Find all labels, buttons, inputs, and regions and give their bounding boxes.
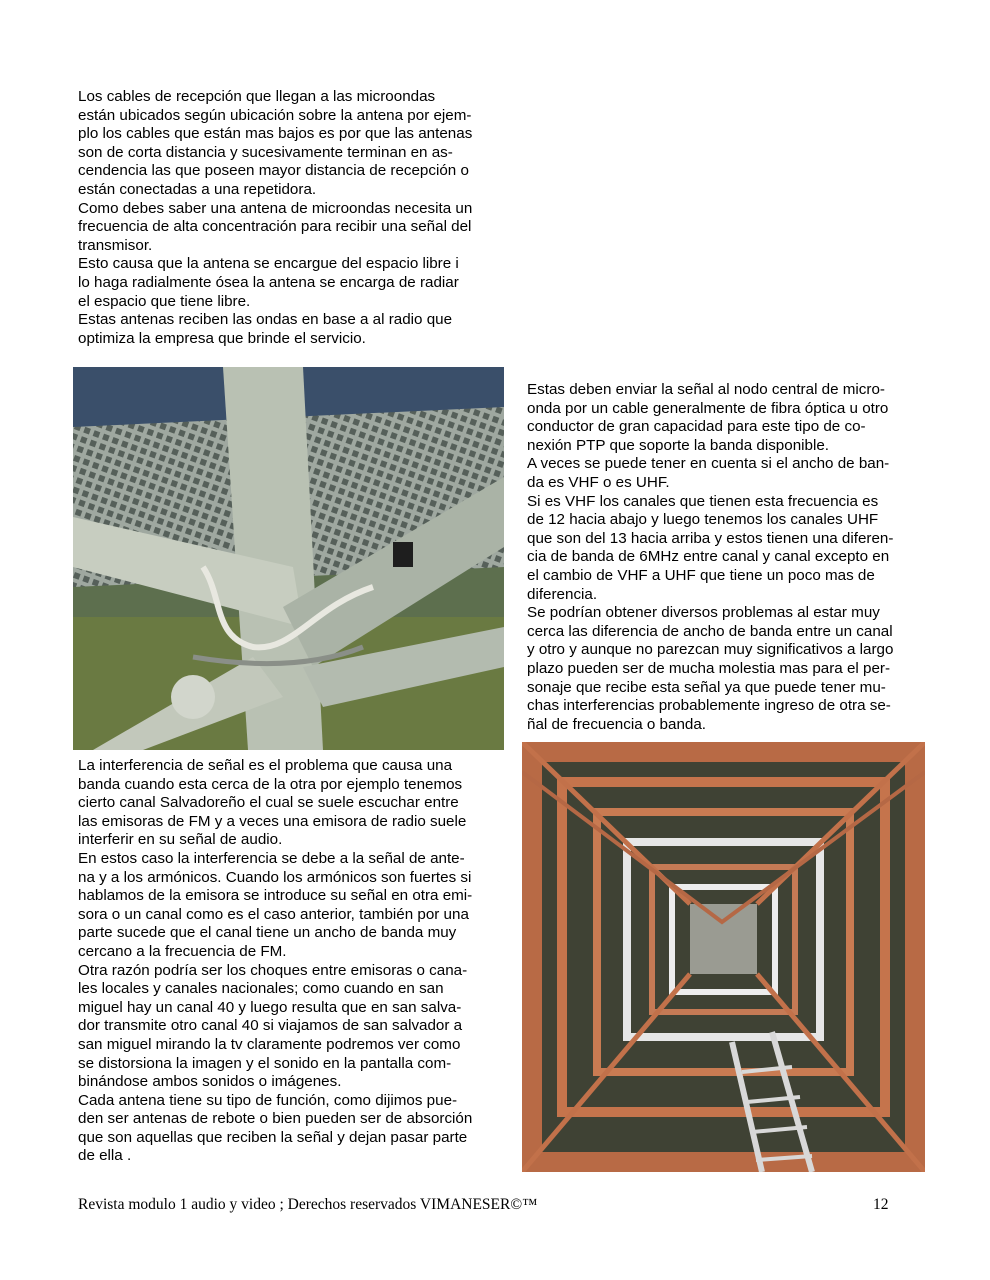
text-line: de 12 hacia abajo y luego tenemos los canales UHF <box>527 511 879 529</box>
text-line: na y a los armónicos. Cuando los armónicos son fuertes si <box>78 868 472 886</box>
text-line: cia de banda de 6MHz entre canal y canal excepto en <box>527 548 890 566</box>
text-block-right <box>527 381 893 734</box>
text-line: cercano a la frecuencia de FM. <box>78 942 287 960</box>
text-line: diferencia. <box>527 585 598 603</box>
text-line: conductor de gran capacidad para este tipo de co- <box>527 418 866 436</box>
text-line: parte sucede que el canal tiene un ancho de banda muy <box>78 924 457 942</box>
text-line: que son aquellas que reciben la señal y dejan pasar parte <box>78 1128 468 1146</box>
text-line: cierto canal Salvadoreño el cual se suele escuchar entre <box>78 794 459 812</box>
text-line: san miguel mirando la tv claramente podremos ver como <box>78 1035 461 1053</box>
text-line: están ubicados según ubicación sobre la antena por ejem- <box>78 106 472 124</box>
text-line: Si es VHF los canales que tienen esta frecuencia es <box>527 492 879 510</box>
photo-tower-interior-looking-down <box>522 742 925 1172</box>
text-line: optimiza la empresa que brinde el servicio. <box>78 329 366 347</box>
text-line: Esto causa que la antena se encargue del espacio libre i <box>78 255 459 273</box>
text-line: y otro y aunque no parezcan muy significativos a largo <box>527 641 894 659</box>
text-line: da es VHF o es UHF. <box>527 473 670 491</box>
text-line: las emisoras de FM y a veces una emisora de radio suele <box>78 812 467 830</box>
text-line: Se podrían obtener diversos problemas al estar muy <box>527 604 880 622</box>
text-line: Como debes saber una antena de microondas necesita un <box>78 199 473 217</box>
text-line: Estas deben enviar la señal al nodo central de micro- <box>527 381 885 398</box>
text-line: se distorsiona la imagen y el sonido en la pantalla com- <box>78 1054 452 1072</box>
text-line: Estas antenas reciben las ondas en base a al radio que <box>78 311 453 329</box>
text-line: de ella . <box>78 1147 132 1165</box>
text-line: transmisor. <box>78 236 153 254</box>
text-line: que son del 13 hacia arriba y estos tienen una diferen- <box>527 529 894 547</box>
text-line: den ser antenas de rebote o bien pueden ser de absorción <box>78 1110 473 1128</box>
photo-tower-beam-with-cable <box>73 367 504 750</box>
text-line: les locales y canales nacionales; como cuando en san <box>78 980 444 998</box>
text-line: lo haga radialmente ósea la antena se encarga de radiar <box>78 273 459 291</box>
text-line: el cambio de VHF a UHF que tiene un poco mas de <box>527 566 875 584</box>
text-line: miguel hay un canal 40 y luego resulta que en san salva- <box>78 998 462 1016</box>
text-line: están conectadas a una repetidora. <box>78 180 317 198</box>
text-line: dor transmite otro canal 40 si viajamos de san salvador a <box>78 1017 463 1035</box>
text-line: cendencia las que poseen mayor distancia de recepción o <box>78 162 469 180</box>
text-line: hablamos de la emisora se introduce su señal en otra emi- <box>78 887 473 905</box>
text-line: Otra razón podría ser los choques entre emisoras o cana- <box>78 961 468 979</box>
text-line: plazo pueden ser de mucha molestia mas para el per- <box>527 659 891 677</box>
text-line: ñal de frecuencia o banda. <box>527 715 707 733</box>
footer-copyright: Revista modulo 1 audio y video ; Derechos reservados VIMANESER©™ <box>78 1196 538 1213</box>
page-number: 12 <box>873 1196 889 1213</box>
text-line: interferir en su señal de audio. <box>78 831 283 849</box>
text-line: nexión PTP que soporte la banda disponible. <box>527 436 829 454</box>
text-line: son de corta distancia y sucesivamente terminan en as- <box>78 143 453 161</box>
text-line: onda por un cable generalmente de fibra óptica u otro <box>527 399 889 417</box>
text-line: A veces se puede tener en cuenta si el ancho de ban- <box>527 455 890 473</box>
text-line: sora o un canal como es el caso anterior, también por una <box>78 905 469 923</box>
text-line: sonaje que recibe esta señal ya que puede tener mu- <box>527 678 886 696</box>
text-block-top-left <box>78 88 472 348</box>
text-block-bottom-left <box>78 757 472 1166</box>
text-line: chas interferencias probablemente ingreso de otra se- <box>527 697 891 715</box>
text-line: el espacio que tiene libre. <box>78 292 251 310</box>
text-line: Cada antena tiene su tipo de función, como dijimos pue- <box>78 1091 458 1109</box>
text-line: cerca las diferencia de ancho de banda entre un canal <box>527 622 893 640</box>
text-line: banda cuando esta cerca de la otra por ejemplo tenemos <box>78 775 463 793</box>
text-line: La interferencia de señal es el problema que causa una <box>78 757 453 774</box>
text-line: Los cables de recepción que llegan a las microondas <box>78 88 436 105</box>
text-line: frecuencia de alta concentración para recibir una señal del <box>78 218 472 236</box>
text-line: binándose ambos sonidos o imágenes. <box>78 1073 342 1091</box>
text-line: plo los cables que están mas bajos es por que las antenas <box>78 125 473 143</box>
text-line: En estos caso la interferencia se debe a la señal de ante- <box>78 849 465 867</box>
